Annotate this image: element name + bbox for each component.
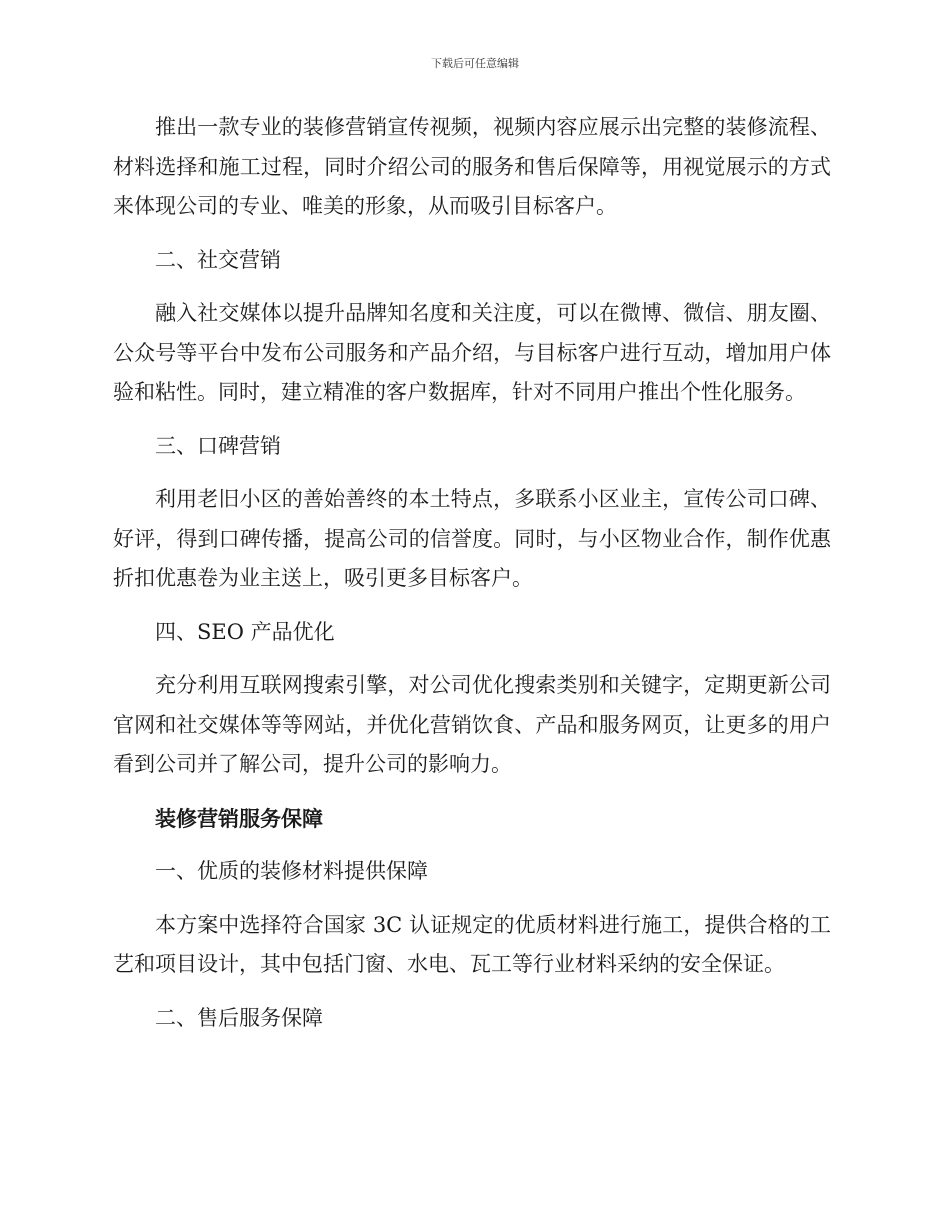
- paragraph-social-marketing: 融入社交媒体以提升品牌知名度和关注度，可以在微博、微信、朋友圈、公众号等平台中发布公司服务和产品介绍，与目标客户进行互动，增加用户体验和粘性。同时，建立精准的客户数据库，针对不同用户推出个性化服务。: [113, 301, 831, 404]
- heading-materials-guarantee: 一、优质的装修材料提供保障: [155, 859, 428, 883]
- heading-seo: 四、SEO 产品优化: [155, 619, 335, 644]
- heading-social-marketing: 二、社交营销: [155, 247, 281, 272]
- header-note: 下载后可任意编辑: [431, 57, 519, 70]
- document-body: [113, 108, 831, 1052]
- paragraph-word-of-mouth: 利用老旧小区的善始善终的本土特点，多联系小区业主，宣传公司口碑、好评，得到口碑传播，提高公司的信誉度。同时，与小区物业合作，制作优惠折扣优惠卷为业主送上，吸引更多目标客户。: [113, 487, 831, 590]
- paragraph-materials-guarantee: 本方案中选择符合国家 3C 认证规定的优质材料进行施工，提供合格的工艺和项目设计，其中包括门窗、水电、瓦工等行业材料采纳的安全保证。: [113, 912, 831, 976]
- heading-after-sales: 二、售后服务保障: [155, 1005, 323, 1030]
- paragraph-video-marketing: 推出一款专业的装修营销宣传视频，视频内容应展示出完整的装修流程、材料选择和施工过程，同时介绍公司的服务和售后保障等，用视觉展示的方式来体现公司的专业、唯美的形象，从而吸引目标客户。: [113, 115, 831, 218]
- section-title-service-guarantee: 装修营销服务保障: [155, 805, 323, 831]
- paragraph-seo: 充分利用互联网搜索引擎，对公司优化搜索类别和关键字，定期更新公司官网和社交媒体等等网站，并优化营销饮食、产品和服务网页，让更多的用户看到公司并了解公司，提升公司的影响力。: [113, 673, 831, 776]
- heading-word-of-mouth: 三、口碑营销: [155, 433, 281, 458]
